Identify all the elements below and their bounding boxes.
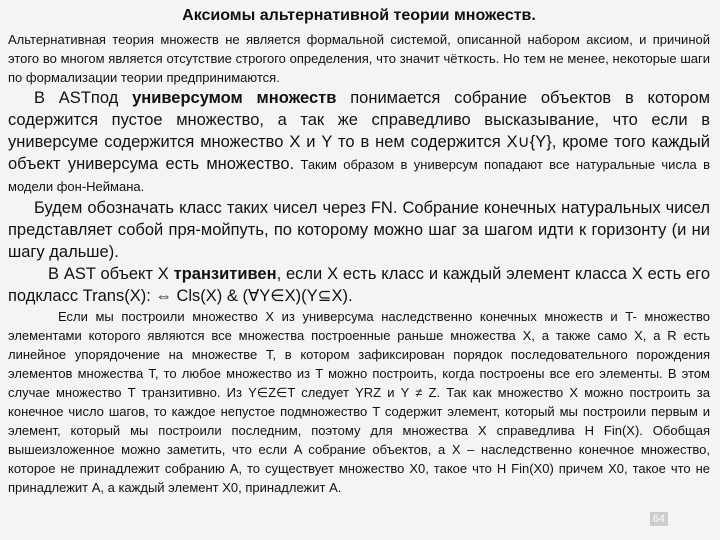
- paragraph-universe: [8, 87, 710, 197]
- paragraph-transitive-text-b: , если X есть класс и каждый элемент класса X есть его подкласс Trans(X): ⇔ Cls(X) & (∀Y∈X)(Y⊆X).: [8, 265, 710, 305]
- paragraph-transitive: [8, 263, 710, 307]
- paragraph-transitive-text-a: В AST объект X: [48, 265, 174, 283]
- paragraph-universe-note: Таким образом в универсум попадают все натуральные числа в модели фон-Неймана.: [8, 157, 710, 194]
- paragraph-universe-text-b: понимается собрание объектов в котором содержится пустое множество, а так же справедливо высказывание, что если в универсуме содержится множество X и Y то в нем содержится X∪{Y}, кроме того каждый объект универсума есть множество.: [8, 89, 710, 173]
- paragraph-intro: Альтернативная теория множеств не является формальной системой, описанной набором аксиом, и причиной этого во многом является отсутствие строгого определения, что значит чёткость. Но тем не менее, некоторые шаги по формализации теории предпринимаются.: [8, 32, 710, 85]
- paragraph-construction: Если мы построили множество X из универсума наследственно конечных множеств и T- множество элементами которого являются все множества построенные раньше множества X, а также само X, а R есть линейное упорядочение на множестве T, в котором зафиксирован порядок последовательного порождения элементов множества T, то любое множество из T можно построить, когда построены все его элементы. В этом случае множество T транзитивно. Из Y∈Z∈T следует YRZ и Y ≠ Z. Так как множество X можно построить за конечное число шагов, то каждое непустое подмножество T содержит элемент, который мы построили первым и элемент, который мы построили последним, поэтому для множества X справедлива H Fin(X). Обобщая вышеизложенное можно заметить, что если A собрание объектов, а X – наследственно конечное множество, которое не принадлежит собранию A, то существует множество X0, такое что H Fin(X0) причем X0, такое что не принадлежит A, а каждый элемент X0, принадлежит A.: [8, 309, 710, 495]
- term-transitive: транзитивен: [173, 265, 277, 283]
- paragraph-universe-text-a: В ASTпод: [34, 89, 133, 107]
- term-universe: универсумом множеств: [132, 89, 337, 107]
- page-title: Аксиомы альтернативной теории множеств.: [182, 7, 536, 24]
- paragraph-fn: Будем обозначать класс таких чисел через FN. Собрание конечных натуральных чисел представляет собой пря-мойпуть, по которому можно шаг за шагом идти к горизонту (и ни шагу дальше).: [8, 199, 710, 261]
- page-number: 64: [650, 512, 668, 526]
